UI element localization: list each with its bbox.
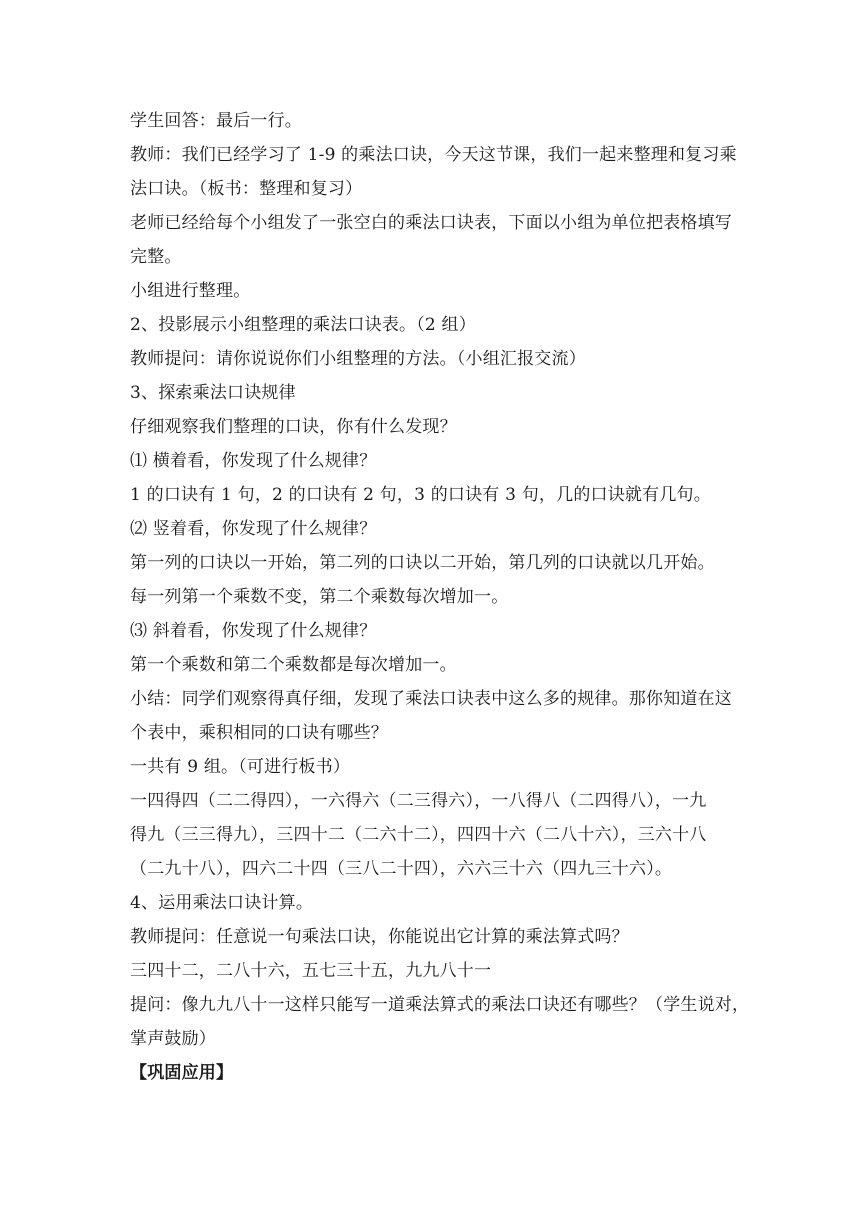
text-line: 法口诀。（板书：整理和复习） <box>130 179 363 199</box>
list-item: ⑴ 横着看，你发现了什么规律？ <box>130 451 377 471</box>
list-item: ⑶ 斜着看，你发现了什么规律？ <box>130 621 377 641</box>
text-line: 小结：同学们观察得真仔细，发现了乘法口诀表中这么多的规律。那你知道在这 <box>130 689 732 709</box>
text-line: 学生回答：最后一行。 <box>130 111 302 131</box>
text-line: 一四得四（二二得四），一六得六（二三得六），一八得八（二四得八），一九 <box>130 791 707 811</box>
text-line: 教师提问：请你说说你们小组整理的方法。（小组汇报交流） <box>130 349 586 369</box>
text-line: 老师已经给每个小组发了一张空白的乘法口诀表，下面以小组为单位把表格填写 <box>130 213 732 233</box>
section-heading: 4、运用乘法口诀计算。 <box>130 893 314 913</box>
text-line: （二九十八），四六二十四（三八二十四），六六三十六（四九三十六）。 <box>130 859 673 879</box>
text-line: 小组进行整理。 <box>130 281 251 301</box>
text-line: 教师提问：任意说一句乘法口诀，你能说出它计算的乘法算式吗？ <box>130 927 629 947</box>
text-line: 提问：像九九八十一这样只能写一道乘法算式的乘法口诀还有哪些？（学生说对， <box>130 995 750 1015</box>
text-line: 得九（三三得九），三四十二（二六十二），四四十六（二八十六），三六十八 <box>130 825 707 845</box>
text-line: 仔细观察我们整理的口诀，你有什么发现？ <box>130 417 457 437</box>
text-line: 三四十二，二八十六，五七三十五，九九八十一 <box>130 961 492 981</box>
text-line: 完整。 <box>130 247 182 267</box>
section-heading-consolidation: 【巩固应用】 <box>130 1063 234 1083</box>
text-line: 第一列的口诀以一开始，第二列的口诀以二开始，第几列的口诀就以几开始。 <box>130 553 715 573</box>
document-body <box>130 104 750 1090</box>
section-heading: 2、投影展示小组整理的乘法口诀表。（2 组） <box>130 315 476 335</box>
section-heading: 3、探索乘法口诀规律 <box>130 383 296 403</box>
text-line: 掌声鼓励） <box>130 1029 216 1049</box>
text-line: 个表中，乘积相同的口诀有哪些？ <box>130 723 388 743</box>
text-line: 第一个乘数和第二个乘数都是每次增加一。 <box>130 655 457 675</box>
text-line: 1 的口诀有 1 句，2 的口诀有 2 句，3 的口诀有 3 句，几的口诀就有几句。 <box>130 485 711 505</box>
list-item: ⑵ 竖着看，你发现了什么规律？ <box>130 519 377 539</box>
text-line: 一共有 9 组。（可进行板书） <box>130 757 351 777</box>
text-line: 教师：我们已经学习了 1-9 的乘法口诀，今天这节课，我们一起来整理和复习乘 <box>130 145 737 165</box>
text-line: 每一列第一个乘数不变，第二个乘数每次增加一。 <box>130 587 509 607</box>
